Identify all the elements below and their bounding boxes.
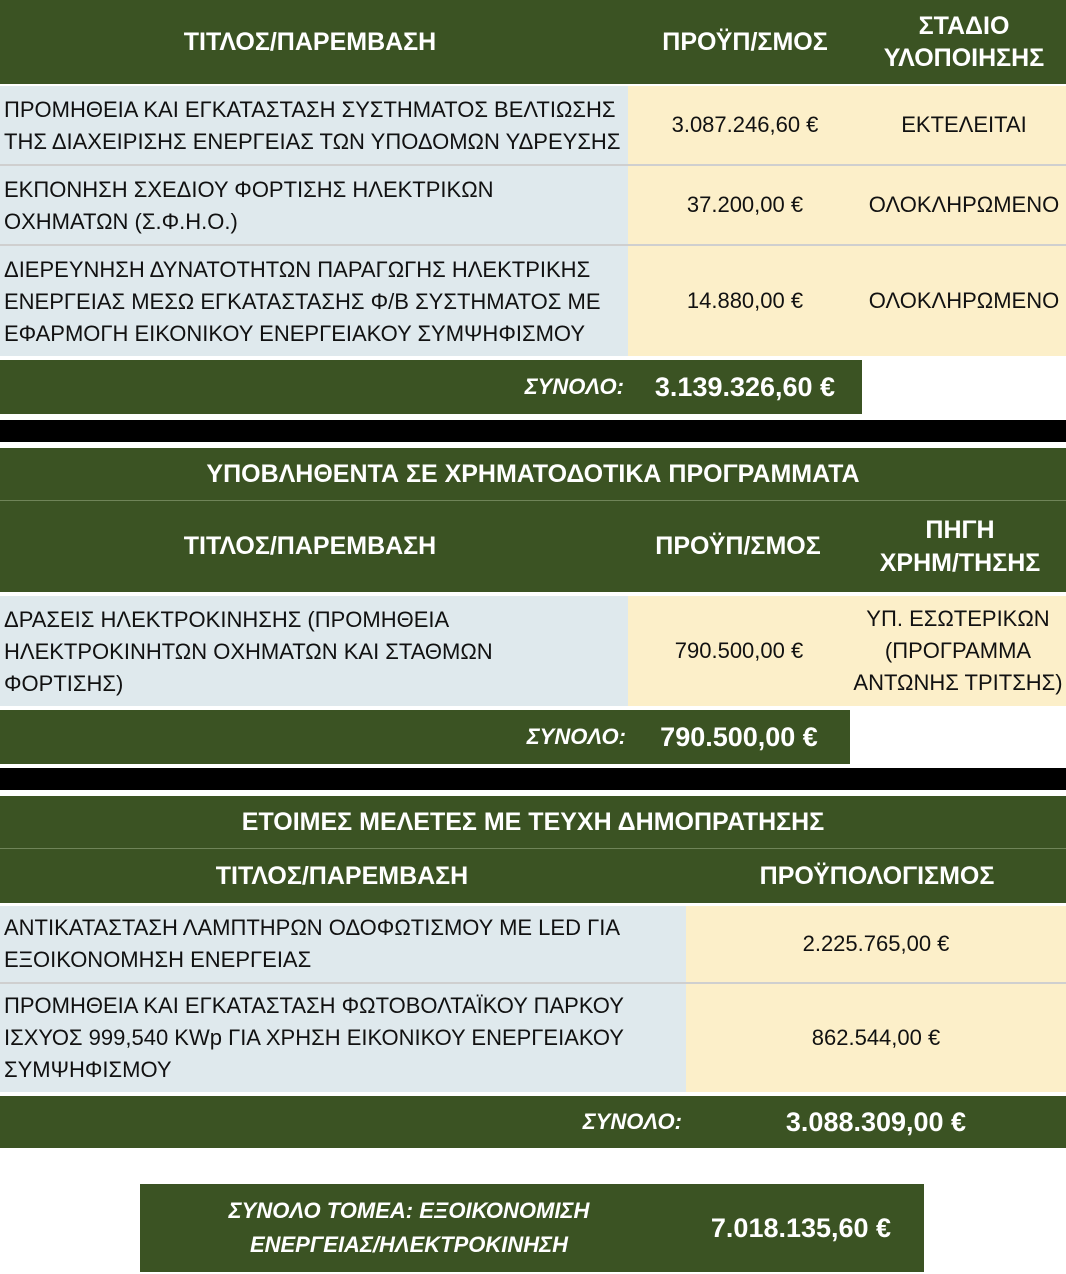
section1-total-value: 3.139.326,60 € <box>654 371 836 402</box>
stage-header-line1: ΣΤΑΔΙΟ <box>918 11 1010 40</box>
section-divider-bar <box>0 768 1066 790</box>
title-line: ΗΛΕΚΤΡΟΚΙΝΗΤΩΝ ΟΧΗΜΑΤΩΝ ΚΑΙ ΣΤΑΘΜΩΝ <box>4 639 493 664</box>
section-divider-bar <box>0 420 1066 442</box>
section1-row1-budget: 3.087.246,60 € <box>628 86 862 164</box>
section3-total-value: 3.088.309,00 € <box>785 1106 967 1137</box>
section3-row1-budget: 2.225.765,00 € <box>686 906 1066 982</box>
title-line: ΠΡΟΜΗΘΕΙΑ ΚΑΙ ΕΓΚΑΤΑΣΤΑΣΗ ΦΩΤΟΒΟΛΤΑΪΚΟΥ ΠΑΡΚΟΥ <box>4 993 624 1018</box>
source-header-line1: ΠΗΓΗ <box>925 516 995 544</box>
section1-col-stage-header <box>862 0 1066 84</box>
section1-row2-stage: ΟΛΟΚΛΗΡΩΜΕΝΟ <box>862 166 1066 244</box>
title-line: ΣΥΜΨΗΦΙΣΜΟΥ <box>4 1057 172 1082</box>
title-line: ΤΗΣ ΔΙΑΧΕΙΡΙΣΗΣ ΕΝΕΡΓΕΙΑΣ ΤΩΝ ΥΠΟΔΟΜΩΝ ΥΔΡΕΥΣΗΣ <box>4 129 621 154</box>
title-line: ΕΦΑΡΜΟΓΗ ΕΙΚΟΝΙΚΟΥ ΕΝΕΡΓΕΙΑΚΟΥ ΣΥΜΨΗΦΙΣΜΟΥ <box>4 321 585 346</box>
section3-total-label: ΣΥΝΟΛΟ: <box>582 1109 682 1134</box>
source-header-line2: ΧΡΗΜ/ΤΗΣΗΣ <box>879 548 1041 577</box>
section2-col-source-header <box>854 501 1066 592</box>
stage-header-line2: ΥΛΟΠΟΙΗΣΗΣ <box>883 44 1045 72</box>
section3-col-budget-header: ΠΡΟΫΠΟΛΟΓΙΣΜΟΣ <box>759 861 995 890</box>
source-line: (ΠΡΟΓΡΑΜΜΑ <box>884 638 1032 663</box>
section1-row3-title <box>0 246 628 356</box>
title-line: ΑΝΤΙΚΑΤΑΣΤΑΣΗ ΛΑΜΠΤΗΡΩΝ ΟΔΟΦΩΤΙΣΜΟΥ ΜΕ LED ΓΙΑ <box>4 915 620 940</box>
section1-row2-budget: 37.200,00 € <box>628 166 862 244</box>
title-line: ΕΞΟΙΚΟΝΟΜΗΣΗ ΕΝΕΡΓΕΙΑΣ <box>4 947 312 972</box>
grand-total-label-line2: ΕΝΕΡΓΕΙΑΣ/ΗΛΕΚΤΡΟΚΙΝΗΣΗ <box>249 1232 569 1257</box>
section3-col-title-header: ΤΙΤΛΟΣ/ΠΑΡΕΜΒΑΣΗ <box>215 861 469 890</box>
section1-col-budget-header: ΠΡΟΫΠ/ΣΜΟΣ <box>662 27 828 56</box>
section2-col-title-header: ΤΙΤΛΟΣ/ΠΑΡΕΜΒΑΣΗ <box>183 532 437 561</box>
title-line: ΔΙΕΡΕΥΝΗΣΗ ΔΥΝΑΤΟΤΗΤΩΝ ΠΑΡΑΓΩΓΗΣ ΗΛΕΚΤΡΙΚΗΣ <box>4 257 591 282</box>
section3-row1-title <box>0 906 686 982</box>
section2-col-budget-header: ΠΡΟΫΠ/ΣΜΟΣ <box>655 532 821 561</box>
title-line: ΙΣΧΥΟΣ 999,540 KWp ΓΙΑ ΧΡΗΣΗ ΕΙΚΟΝΙΚΟΥ ΕΝΕΡΓΕΙΑΚΟΥ <box>4 1025 624 1050</box>
grand-total-label-line1: ΣΥΝΟΛΟ ΤΟΜΕΑ: ΕΞΟΙΚΟΝΟΜΙΣΗ <box>228 1198 590 1223</box>
section2-row1-source <box>850 596 1066 706</box>
section1-row1-title <box>0 86 628 164</box>
grand-total-label <box>140 1184 678 1272</box>
section1-row3-budget: 14.880,00 € <box>628 246 862 356</box>
grand-total-value: 7.018.135,60 € <box>710 1212 892 1243</box>
title-line: ΟΧΗΜΑΤΩΝ (Σ.Φ.Η.Ο.) <box>4 209 238 234</box>
section1-row2-title <box>0 166 628 244</box>
section3-row2-budget: 862.544,00 € <box>686 984 1066 1092</box>
source-line: ΑΝΤΩΝΗΣ ΤΡΙΤΣΗΣ) <box>853 670 1063 695</box>
section2-total-label: ΣΥΝΟΛΟ: <box>526 724 626 749</box>
section3-row2-title <box>0 984 686 1092</box>
source-line: ΥΠ. ΕΣΩΤΕΡΙΚΩΝ <box>866 606 1050 631</box>
section1-row3-stage: ΟΛΟΚΛΗΡΩΜΕΝΟ <box>862 246 1066 356</box>
section2-row1-title <box>0 596 628 706</box>
title-line: ΕΚΠΟΝΗΣΗ ΣΧΕΔΙΟΥ ΦΟΡΤΙΣΗΣ ΗΛΕΚΤΡΙΚΩΝ <box>4 177 494 202</box>
title-line: ΔΡΑΣΕΙΣ ΗΛΕΚΤΡΟΚΙΝΗΣΗΣ (ΠΡΟΜΗΘΕΙΑ <box>4 607 450 632</box>
section1-col-title-header: ΤΙΤΛΟΣ/ΠΑΡΕΜΒΑΣΗ <box>183 27 437 56</box>
title-line: ΠΡΟΜΗΘΕΙΑ ΚΑΙ ΕΓΚΑΤΑΣΤΑΣΗ ΣΥΣΤΗΜΑΤΟΣ ΒΕΛΤΙΩΣΗΣ <box>4 97 616 122</box>
section2-row1-budget: 790.500,00 € <box>628 596 850 706</box>
title-line: ΕΝΕΡΓΕΙΑΣ ΜΕΣΩ ΕΓΚΑΤΑΣΤΑΣΗΣ Φ/Β ΣΥΣΤΗΜΑΤΟΣ ΜΕ <box>4 289 601 314</box>
section3-heading: ΕΤΟΙΜΕΣ ΜΕΛΕΤΕΣ ΜΕ ΤΕΥΧΗ ΔΗΜΟΠΡΑΤΗΣΗΣ <box>0 796 1066 848</box>
section2-heading: ΥΠΟΒΛΗΘΕΝΤΑ ΣΕ ΧΡΗΜΑΤΟΔΟΤΙΚΑ ΠΡΟΓΡΑΜΜΑΤΑ <box>0 448 1066 500</box>
section1-row1-stage: ΕΚΤΕΛΕΙΤΑΙ <box>862 86 1066 164</box>
section2-total-value: 790.500,00 € <box>660 721 818 752</box>
title-line: ΦΟΡΤΙΣΗΣ) <box>4 671 124 696</box>
section1-total-label: ΣΥΝΟΛΟ: <box>524 374 624 399</box>
